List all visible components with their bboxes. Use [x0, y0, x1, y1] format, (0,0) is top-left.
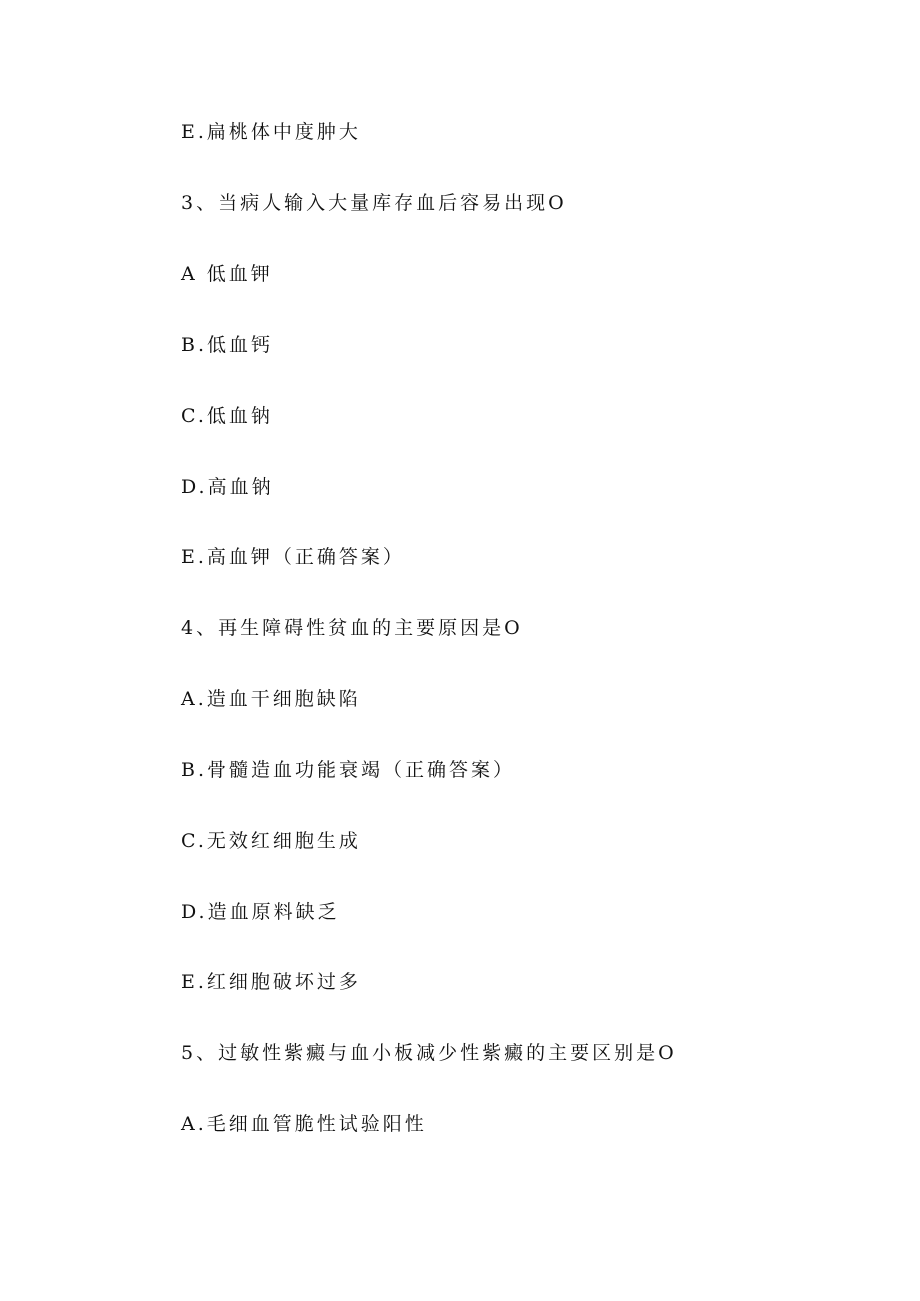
option-b-q4: B.骨髓造血功能衰竭（正确答案） — [181, 759, 516, 781]
option-e-q3: E.高血钾（正确答案） — [181, 546, 405, 568]
option-e-q2: E.扁桃体中度肿大 — [181, 121, 361, 143]
question-3: 3、当病人输入大量库存血后容易出现O — [181, 192, 567, 214]
option-d-q3: D.高血钠 — [181, 476, 274, 498]
option-c-q3: C.低血钠 — [181, 405, 273, 427]
option-a-q4: A.造血干细胞缺陷 — [181, 688, 361, 710]
option-d-q4: D.造血原料缺乏 — [181, 901, 340, 923]
option-a-q3: A 低血钾 — [181, 263, 273, 285]
option-b-q3: B.低血钙 — [181, 334, 274, 356]
option-e-q4: E.红细胞破坏过多 — [181, 971, 361, 993]
question-5: 5、过敏性紫癜与血小板减少性紫癜的主要区别是O — [181, 1042, 677, 1064]
option-a-q5: A.毛细血管脆性试验阳性 — [181, 1113, 427, 1135]
question-4: 4、再生障碍性贫血的主要原因是O — [181, 617, 523, 639]
option-c-q4: C.无效红细胞生成 — [181, 830, 361, 852]
